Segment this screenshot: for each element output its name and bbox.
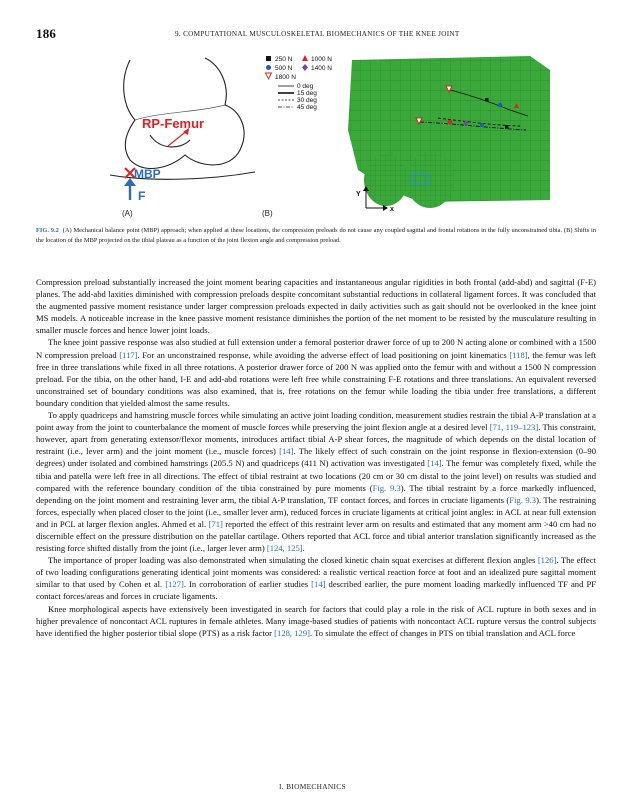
paragraph-text: . The likely effect of such constrain on the joint response in flexion-extension (0–90 degrees) under isolated and combined hamstrings (205.5 N) and quadriceps (411 N) activation was investigated	[36, 446, 596, 469]
paragraph-text: Knee morphological aspects have extensively been investigated in search for factors that could play a role in the risk of ACL rupture in both sexes and in higher prevalence of noncontact ACL ruptures in female athletes. Many image-based studies of patients with noncontact ACL rupture versus the control subjects have identified the higher posterior tibial slope (PTS) as a risk factor	[36, 603, 596, 638]
legend-item: 1000 N	[311, 56, 332, 63]
force-label: F	[138, 189, 146, 203]
legend-line-label: 15 deg	[297, 90, 317, 97]
figure-illustration	[90, 50, 550, 220]
paragraph-text: , the femur was left free in three translations while fixed in all three rotations. A posterior drawer force of 200 N was applied onto the femur with and without a 1500 N compression preload. For the tibia, on the other hand, I-E and add-abd rotations were left free while constraining F-E rotations and three translations. An equivalent reversed unconstrained set of boundary conditions was also examined, that is, free rotations on the femur while loading the tibia under free translations, a different boundary condition that yielded almost the same results.	[36, 349, 597, 408]
citation-link[interactable]: [14]	[427, 458, 442, 469]
citation-link[interactable]: [118]	[509, 349, 528, 360]
citation-link[interactable]: [127]	[165, 579, 184, 590]
body-text	[36, 276, 596, 639]
citation-link[interactable]: [117]	[119, 349, 138, 360]
legend-marker-circle	[266, 65, 271, 70]
legend-item: 250 N	[275, 56, 293, 63]
legend-marker-triangle-down	[266, 73, 272, 79]
mbp-label: MBP	[134, 167, 161, 181]
body-paragraph	[36, 603, 596, 639]
body-paragraph	[36, 554, 596, 602]
citation-link[interactable]: [14]	[311, 579, 326, 590]
body-paragraph	[36, 336, 596, 409]
legend-item: 1800 N	[275, 74, 296, 81]
page-number: 186	[36, 26, 57, 41]
citation-link[interactable]: [14]	[279, 446, 294, 457]
legend-marker-triangle	[302, 55, 308, 61]
page-footer: I. BIOMECHANICS	[279, 782, 346, 791]
paragraph-text: . The femur was completely fixed, while the tibia and patella were left free in all directions. The effect of tibial restraint at two locations (20 cm or 30 cm distal to the joint level) on results was studied and compared with the reference boundary condition of the tibia constrained by pure moments (	[36, 458, 597, 493]
paragraph-text: The importance of proper loading was also demonstrated when simulating the closed kinetic chain squat exercises at different flexion angles	[48, 555, 538, 566]
panel-b-tag: (B)	[262, 209, 273, 218]
axis-x-label: x	[390, 206, 394, 213]
body-paragraph	[36, 409, 596, 554]
legend	[266, 55, 333, 111]
figure-9-2	[90, 50, 550, 220]
paragraph-text: The knee joint passive response was also studied at full extension under a femoral posterior drawer force of up to 200 N acting alone or combined with a 1500 N compression preload	[36, 337, 596, 360]
axis-y-label: Y	[356, 191, 361, 198]
paragraph-text: . In corroboration of earlier studies	[183, 579, 312, 590]
panel-a-tag: (A)	[122, 209, 133, 218]
paragraph-text: ). The tibial restraint by a force markedly influenced, depending on the joint moment and restraining lever arm, the tibial A-P translation, TF contact forces, and forces in cruciate ligaments (	[36, 482, 596, 505]
paragraph-text: reported the effect of this restraint lever arm on results and estimated that any moment arm >40 cm had no discernible effect on the pressure distribution on the patellar cartilage. Others reported that ACL force and tibial anterior translation significantly increased as the resisting force shifted distally from the joint (i.e., larger lever arm)	[36, 518, 596, 554]
legend-line-label: 30 deg	[297, 97, 317, 104]
citation-link[interactable]: [126]	[537, 555, 557, 566]
paragraph-text: .	[302, 543, 305, 554]
paragraph-text: described earlier, the pure moment loading markedly influenced TF and PF contact forces/areas and forces in cruciate ligaments.	[36, 579, 596, 602]
legend-line-label: 45 deg	[297, 104, 317, 111]
paragraph-text: . For an unconstrained response, while avoiding the adverse effect of load positioning on joint kinematics	[137, 349, 510, 360]
paragraph-text: . This constraint, however, apart from generating extensor/flexor moments, introduces artifact tibial A-P shear forces, the magnitude of which depends on the distal location of restraint (i.e., lever arm) and the joint moment (i.e., muscle forces)	[36, 422, 597, 457]
tibial-plateau-medial	[364, 154, 408, 206]
legend-item: 500 N	[275, 65, 293, 72]
running-head: 9. COMPUTATIONAL MUSCULOSKELETAL BIOMECHANICS OF THE KNEE JOINT	[175, 30, 460, 38]
body-paragraph	[36, 276, 596, 336]
paragraph-text: ). The restraining forces, especially when placed closer to the joint (i.e., smaller lever arm), reduced forces in cruciate ligaments at critical joint angles: in ACL at near full extension and in PCL at larger flexion angles. Ahmed et al.	[36, 494, 596, 529]
citation-link[interactable]: [124, 125]	[266, 543, 303, 554]
paragraph-text: To apply quadriceps and hamstring muscle forces while simulating an active joint loading condition, measurement studies restrain the tibial A-P translation at a point away from the joint to counterbalance the moment of muscle forces while preserving the joint flexion angle at a desired level	[36, 410, 596, 433]
paragraph-text: . To simulate the effect of changes in PTS on tibial translation and ACL force	[309, 627, 576, 638]
citation-link[interactable]: Fig. 9.3	[372, 482, 401, 493]
tibial-plateau-lateral	[406, 152, 454, 208]
legend-marker-square	[266, 56, 271, 61]
legend-item: 1400 N	[311, 65, 332, 72]
figure-caption	[36, 226, 596, 246]
panel-a-markers	[124, 128, 189, 200]
legend-line-label: 0 deg	[297, 83, 314, 90]
rp-femur-label: RP-Femur	[142, 116, 205, 131]
figure-caption-text: (A) Mechanical balance point (MBP) approach; when applied at these locations, the compression preloads do not cause any coupled sagittal and frontal rotations in the fully unconstrained tibia. (B) Shifts in the location of the MBP projected on the tibial plateau as a function of the joint flexion angle and compression preload.	[36, 227, 596, 244]
citation-link[interactable]: [71]	[208, 518, 223, 529]
citation-link[interactable]: [128, 129]	[274, 627, 310, 638]
citation-link[interactable]: [71, 119–123]	[489, 422, 539, 433]
legend-marker-diamond	[302, 64, 308, 71]
citation-link[interactable]: Fig. 9.3	[509, 494, 537, 505]
figure-caption-label: FIG. 9.2	[36, 227, 59, 234]
paragraph-text: . The effect of two loading configurations generating identical joint moments was considered: a realistic vertical reaction force at foot and an idealized pure sagittal moment similar to that used by Cohen et al.	[36, 555, 596, 590]
paragraph-text: Compression preload substantially increased the joint moment bearing capacities and instantaneous angular rigidities in both frontal (add-abd) and sagittal (F-E) planes. The add-abd laxities diminished with compression preloads despite concomitant substantial reductions in collateral ligament forces. It was concluded that the augmented passive moment resistance under larger compression preloads expected in daily activities such as gait should not be overlooked in the knee joint MS models. A noticeable increase in the knee passive moment resistance diminishes the portion of the net moment to be resisted by the musculature resulting in smaller muscle forces and hence lower joint loads.	[36, 277, 596, 336]
